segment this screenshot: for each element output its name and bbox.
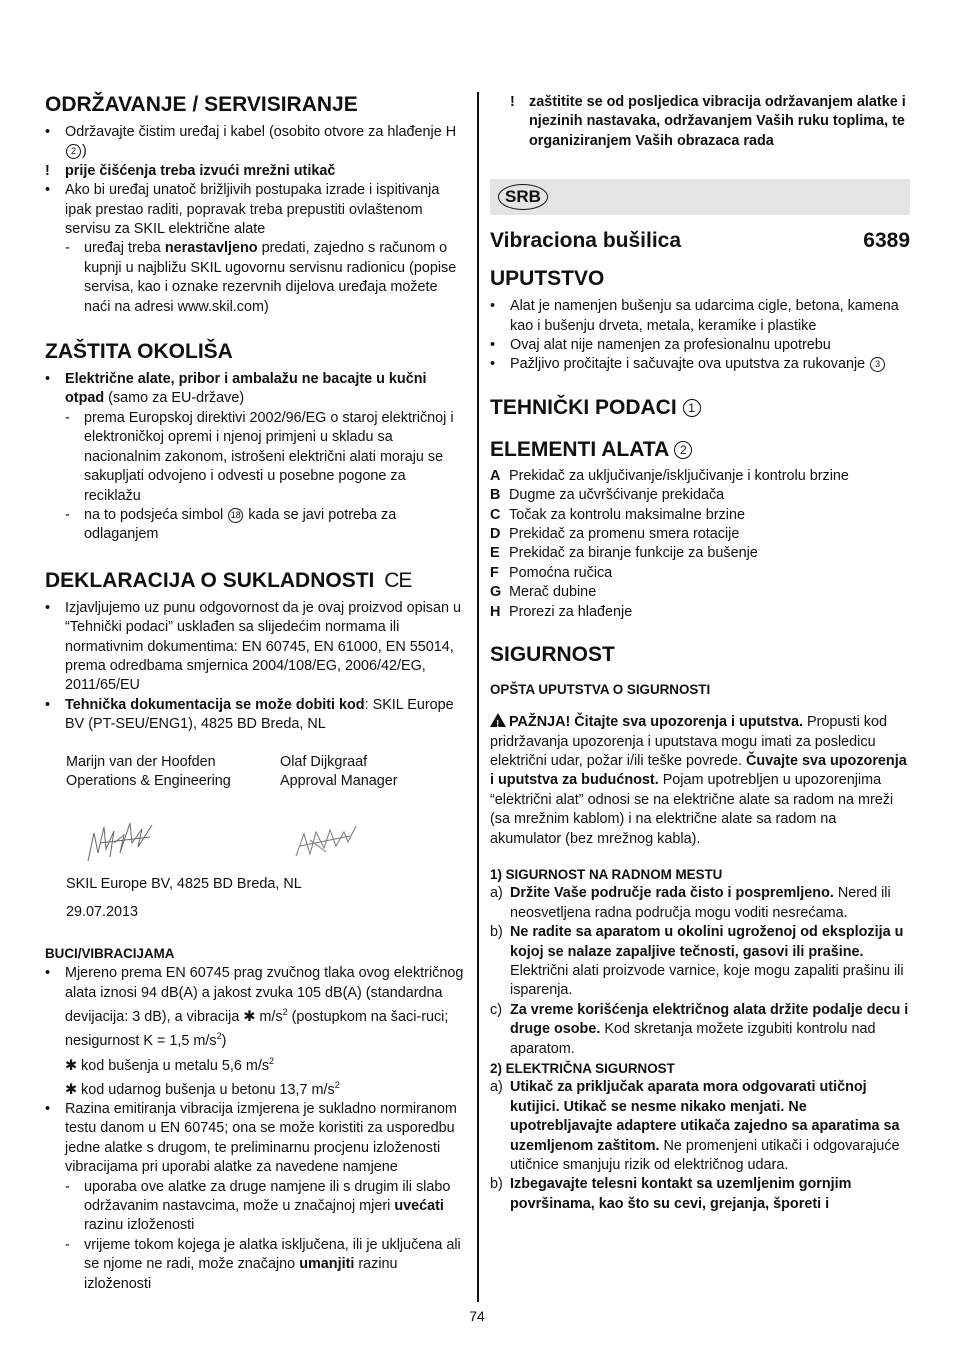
declaration-date: 29.07.2013: [66, 903, 139, 920]
list-item: b) Izbegavajte telesni kontakt sa uzemljenim gornjim površinama, kao što su cevi, grejanja, šporeti i: [490, 1176, 852, 1212]
heading-technical-data: TEHNIČKI PODACI 1: [490, 395, 910, 421]
tool-element-text: Merač dubine: [509, 584, 597, 601]
tool-element-item: [490, 486, 910, 505]
tool-element-letter: F: [490, 564, 499, 581]
page-number: 74: [469, 1308, 485, 1324]
reference-number: 18: [228, 508, 243, 523]
tool-element-letter: B: [490, 487, 501, 504]
list-item: c) Za vreme korišćenja električnog alata držite podalje decu i druge osobe. Kod skretanja možete izgubiti kontrolu nad aparatom.: [490, 1001, 909, 1057]
sub-list-item: - prema Europskoj direktivi 2002/96/EG o staroj električnoj i elektroničkoj opremi i njenoj primjeni u skladu sa nacionalnim zakonom, istrošeni električni alati moraju se sakupljati odvojeno i odvesti u posebne pogone za reciklažu: [65, 409, 454, 504]
right-column: [490, 93, 910, 1214]
list-item: b) Ne radite sa aparatom u okolini ugroženoj od eksplozija u kojoj se nalaze zapaljive tečnosti, gasovi ili prašine. Električni alati proizvode varnice, koje mogu zapaliti prašinu ili isparenja.: [490, 924, 904, 999]
sub-list-item: - vrijeme tokom kojega je alatka isključena, ili je uključena ali se njome ne radi, može značajno umanjiti razinu izloženosti: [65, 1236, 461, 1292]
tool-element-letter: D: [490, 526, 501, 543]
sub-list-item: - uređaj treba nerastavljeno predati, zajedno s računom o kupnji u najbližu SKIL ugovornu servisnu radionicu (popise servisa, kao i oznake rezervnih dijelova uređaja možete naći na adresi www.skil.com): [65, 240, 457, 315]
heading-noise-vibration: BUCI/VIBRACIJAMA: [45, 946, 175, 962]
signatory-name: Olaf Dijkgraaf: [280, 753, 368, 770]
list-item: ✱ kod udarnog bušenja u betonu 13,7 $m/s^2$: [65, 1079, 340, 1098]
warning-note: ! prije čišćenja treba izvući mrežni utikač: [45, 162, 336, 179]
signatory-title: Approval Manager: [280, 772, 398, 789]
list-item: • Pažljivo pročitajte i sačuvajte ova uputstva za rukovanje 3: [490, 355, 910, 374]
reference-number: 2: [674, 441, 692, 459]
tool-element-item: [490, 544, 910, 563]
language-bar: [490, 179, 910, 215]
tool-element-item: [490, 506, 910, 525]
signatories: [45, 753, 465, 813]
list-item: • Razina emitiranja vibracija izmjerena je sukladno normiranom testu danom u EN 60745; ona se može koristiti za usporedbu jedne alatke s drugom, te preliminarnu procjenu izloženosti vibracijama pri uporabi alatke za navedene namjene: [45, 1101, 457, 1176]
heading-tool-elements: ELEMENTI ALATA 2: [490, 437, 910, 463]
sub-list-item: - na to podsjeća simbol 18 kada se javi potreba za odlaganjem: [65, 506, 397, 543]
heading-safety: SIGURNOST: [490, 643, 615, 667]
tool-element-text: Prekidač za promenu smera rotacije: [509, 526, 740, 543]
safety-section-title: 2) ELEKTRIČNA SIGURNOST: [490, 1061, 675, 1076]
signatory-name: Marijn van der Hoofden: [66, 753, 216, 770]
tool-element-item: [490, 525, 910, 544]
list-item: • Održavajte čistim uređaj i kabel (osobito otvore za hlađenje H 2 ): [45, 124, 457, 160]
heading-maintenance: ODRŽAVANJE / SERVISIRANJE: [45, 93, 358, 116]
list-item: • Izjavljujemo uz punu odgovornost da je ovaj proizvod opisan u “Tehnički podaci” usklađen sa slijedećim normama ili normativnim dokumentima: EN 60745, EN 61000, EN 55014, prema odredbama smjernica 2004/108/EG, 2006/42/EG, 2011/65/EU: [45, 599, 461, 694]
safety-warning-paragraph: ! PAŽNJA! Čitajte sva upozorenja i uputstva. Propusti kod pridržavanja upozorenja i uputstava mogu imati za posledicu električni udar, požar i/ili teške povrede. Čuvajte sva upozorenja i uputstva za budućnost. Pojam upotrebljen u upozorenjima “električni alat” odnosi se na električne alate sa radom na mreži (sa mrežnim kablom) i na električne alate sa radom na akumulator (bez mrežnog kabla).: [490, 714, 907, 847]
tool-element-item: [490, 564, 910, 583]
reference-number: 1: [683, 399, 701, 417]
ce-mark-icon: CE: [384, 568, 412, 592]
list-item: • Tehnička dokumentacija se može dobiti kod: SKIL Europe BV (PT-SEU/ENG1), 4825 BD Breda, NL: [45, 696, 454, 733]
signatory-title: Operations & Engineering: [66, 772, 231, 789]
signature-image: [290, 818, 370, 863]
warning-triangle-icon: !: [490, 713, 506, 727]
sub-list-item: - uporaba ove alatke za druge namjene ili s drugim ili slabo održavanim nastavcima, može u značajnoj mjeri uvećati razinu izloženosti: [65, 1178, 451, 1234]
list-item: • Mjereno prema EN 60745 prag zvučnog tlaka ovog električnog alata iznosi 94 dB(A) a jakost zvuka 105 dB(A) (standardna devijacija: 3 dB), a vibracija ✱ $m/s^2$ (postupkom na šaci-ruci; nesigurnost K = 1,5 $m/s^2$): [45, 965, 464, 1050]
column-divider: [477, 92, 479, 1302]
tool-element-text: Prekidač za uključivanje/isključivanje i kontrolu brzine: [509, 467, 849, 484]
reference-number: 2: [66, 144, 81, 159]
tool-element-letter: E: [490, 545, 500, 562]
tool-element-text: Pomoćna ručica: [509, 564, 613, 581]
safety-section-title: 1) SIGURNOST NA RADNOM MESTU: [490, 866, 723, 882]
list-item: • Ako bi uređaj unatoč brižljivih postupaka izrade i ispitivanja ipak prestao raditi, popravak treba prepustiti ovlaštenom servisu za SKIL električne alate: [45, 182, 440, 238]
heading-declaration: DEKLARACIJA O SUKLADNOSTI CE: [45, 568, 412, 592]
tool-element-item: [490, 467, 910, 486]
list-item: ✱ kod bušenja u metalu 5,6 $m/s^2$: [65, 1055, 275, 1074]
warning-note: ! zaštitite se od posljedica vibracija održavanjem alatke i njezinih nastavaka, održavanjem Vaših ruku toplima, te organiziranjem Vaših obrazaca rada: [510, 94, 906, 149]
list-item: • Ovaj alat nije namenjen za profesionalnu upotrebu: [490, 337, 831, 354]
signatures: [45, 813, 465, 875]
list-item: a) Utikač za priključak aparata mora odgovarati utičnoj kutijici. Utikač se nesme nikako menjati. Ne upotrebljavajte adaptere utikača zajedno sa aparatima sa uzemljenom zaštitom. Ne promenjeni utikači i odgovarajuće utičnice smanjuju rizik od električnog udara.: [490, 1079, 900, 1174]
tool-element-text: Dugme za učvršćivanje prekidača: [509, 487, 725, 504]
tool-element-letter: H: [490, 603, 501, 620]
tool-element-letter: C: [490, 506, 501, 523]
tool-element-item: [490, 583, 910, 602]
tool-element-text: Točak za kontrolu maksimalne brzine: [509, 506, 745, 523]
list-item: • Električne alate, pribor i ambalažu ne bacajte u kučni otpad (samo za EU-države): [45, 371, 427, 407]
left-column: [45, 90, 465, 1294]
tool-element-text: Prekidač za biranje funkcije za bušenje: [509, 545, 758, 562]
language-badge: SRB: [498, 184, 548, 210]
tool-elements-list: [490, 467, 910, 622]
company-address: SKIL Europe BV, 4825 BD Breda, NL: [66, 875, 302, 892]
product-name: Vibraciona bušilica: [490, 229, 682, 253]
tool-element-item: [490, 603, 910, 622]
reference-number: 3: [870, 357, 885, 372]
signature-image: [80, 813, 160, 868]
safety-subheading: OPŠTA UPUTSTVA O SIGURNOSTI: [490, 682, 711, 698]
tool-element-text: Prorezi za hlađenje: [509, 603, 633, 620]
product-code: 6389: [863, 229, 910, 253]
tool-element-letter: A: [490, 467, 501, 484]
list-item: a) Držite Vaše područje rada čisto i pospremljeno. Nered ili neosvetljena radna područja mogu voditi nesrećama.: [490, 885, 891, 921]
product-header: [490, 228, 910, 254]
heading-environment: ZAŠTITA OKOLIŠA: [45, 340, 233, 364]
tool-element-letter: G: [490, 584, 502, 601]
list-item: • Alat je namenjen bušenju sa udarcima cigle, betona, kamena kao i bušenju drveta, metala, keramike i plastike: [490, 298, 899, 334]
heading-manual: UPUTSTVO: [490, 267, 605, 291]
